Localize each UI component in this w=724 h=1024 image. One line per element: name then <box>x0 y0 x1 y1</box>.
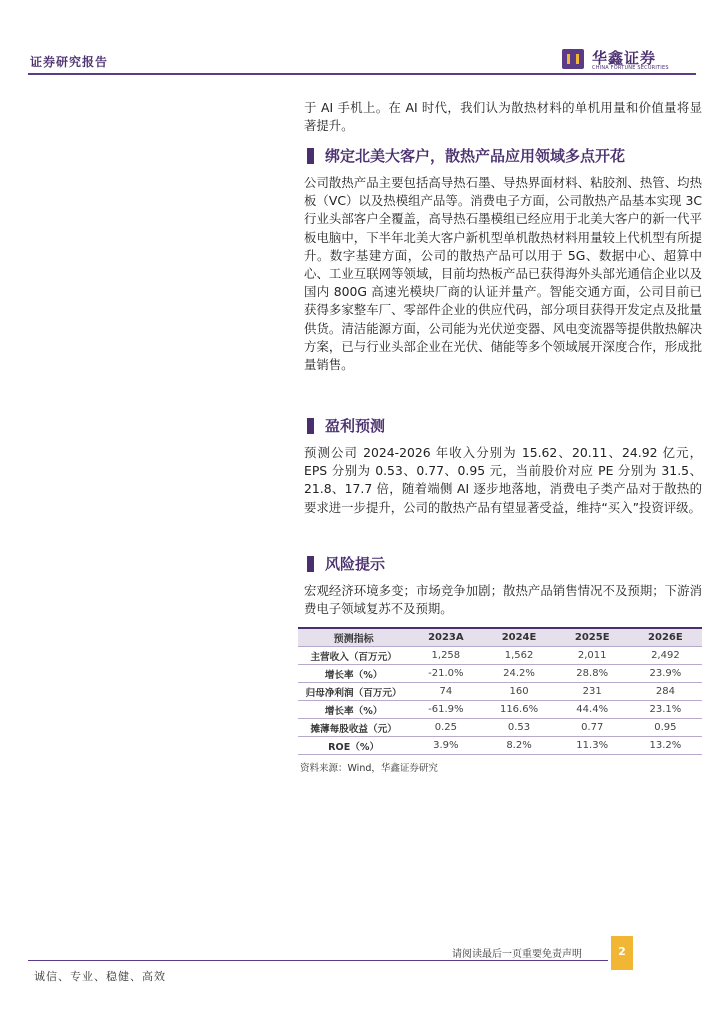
section-title: 风险提示 <box>325 555 386 573</box>
table-cell: 0.77 <box>556 719 629 737</box>
table-cell: 13.2% <box>629 737 702 755</box>
header-divider <box>28 73 696 75</box>
row-label: ROE（%） <box>298 737 409 755</box>
risk-block <box>304 582 702 618</box>
section-title: 盈利预测 <box>325 417 386 435</box>
footer-divider <box>28 960 608 961</box>
table-cell: 23.9% <box>629 665 702 683</box>
table-cell: 23.1% <box>629 701 702 719</box>
table-header-cell: 2026E <box>629 628 702 647</box>
logo-name-cn: 华鑫证券 <box>592 49 657 67</box>
table-cell: -21.0% <box>409 665 482 683</box>
section-heading-customers <box>304 145 702 167</box>
row-label: 摊薄每股收益（元） <box>298 719 409 737</box>
page-number: 2 <box>618 945 626 958</box>
table-header-cell: 预测指标 <box>298 628 409 647</box>
intro-block <box>304 99 702 135</box>
table-cell: 1,562 <box>482 647 555 665</box>
logo-mark-icon <box>562 49 584 69</box>
table-header-row <box>298 628 702 647</box>
row-label: 主营收入（百万元） <box>298 647 409 665</box>
report-type-label: 证券研究报告 <box>30 55 109 69</box>
table-cell: 1,258 <box>409 647 482 665</box>
section-marker-icon <box>307 418 314 434</box>
table-cell: 3.9% <box>409 737 482 755</box>
table-cell: 0.53 <box>482 719 555 737</box>
table-cell: 284 <box>629 683 702 701</box>
table-cell: 24.2% <box>482 665 555 683</box>
table-row <box>298 701 702 719</box>
table-cell: 28.8% <box>556 665 629 683</box>
table-cell: 0.25 <box>409 719 482 737</box>
table-header-cell: 2024E <box>482 628 555 647</box>
row-label: 增长率（%） <box>298 665 409 683</box>
table-cell: 116.6% <box>482 701 555 719</box>
table-row <box>298 647 702 665</box>
table-cell: 2,011 <box>556 647 629 665</box>
risk-paragraph: 宏观经济环境多变；市场竞争加剧；散热产品销售情况不及预期；下游消费电子领域复苏不及预期。 <box>304 583 702 617</box>
table-cell: 44.4% <box>556 701 629 719</box>
table-cell: 8.2% <box>482 737 555 755</box>
table-row <box>298 683 702 701</box>
section-heading-risk <box>304 553 702 575</box>
table-header-cell: 2025E <box>556 628 629 647</box>
logo-name-en: CHINA FORTUNE SECURITIES <box>592 65 669 71</box>
customers-block <box>304 174 702 374</box>
disclaimer-note: 请阅读最后一页重要免责声明 <box>452 949 582 960</box>
table-cell: 11.3% <box>556 737 629 755</box>
section-marker-icon <box>307 148 314 164</box>
row-label: 归母净利润（百万元） <box>298 683 409 701</box>
company-logo <box>562 47 702 73</box>
table-cell: 74 <box>409 683 482 701</box>
table-source-note: 资料来源：Wind，华鑫证券研究 <box>300 763 438 774</box>
table-row <box>298 719 702 737</box>
forecast-block <box>304 444 702 517</box>
forecast-table <box>298 627 702 755</box>
table-cell: -61.9% <box>409 701 482 719</box>
table-cell: 160 <box>482 683 555 701</box>
forecast-paragraph: 预测公司 2024-2026 年收入分别为 15.62、20.11、24.92 亿元，EPS 分别为 0.53、0.77、0.95 元，当前股价对应 PE 分别为 31.5、21.8、17.7 倍，随着端侧 AI 逐步地落地，消费电子类产品对于散热的要求进一步提升，公司的散热产品有望显著受益，维持“买入”投资评级。 <box>304 445 702 515</box>
table-cell: 231 <box>556 683 629 701</box>
customers-paragraph: 公司散热产品主要包括高导热石墨、导热界面材料、粘胶剂、热管、均热板（VC）以及热模组产品等。消费电子方面，公司散热产品基本实现 3C 行业头部客户全覆盖，高导热石墨模组已经应用于北美大客户的新一代平板电脑中，下半年北美大客户新机型单机散热材料用量较上代机型有所提升。数字基建方面，公司的散热产品可以用于 5G、数据中心、超算中心、工业互联网等领域，目前均热板产品已获得海外头部光通信企业以及国内 800G 高速光模块厂商的认证并量产。智能交通方面，公司目前已获得多家整车厂、零部件企业的供应代码，部分项目获得开发定点及批量供货。清洁能源方面，公司能为光伏逆变器、风电变流器等提供散热解决方案，已与行业头部企业在光伏、储能等多个领域展开深度合作，形成批量销售。 <box>304 175 702 373</box>
table-row <box>298 665 702 683</box>
table-cell: 2,492 <box>629 647 702 665</box>
intro-paragraph: 于 AI 手机上。在 AI 时代，我们认为散热材料的单机用量和价值量将显著提升。 <box>304 100 702 134</box>
section-marker-icon <box>307 556 314 572</box>
section-heading-forecast <box>304 415 702 437</box>
footer-motto: 诚信、专业、稳健、高效 <box>34 970 166 983</box>
section-title: 绑定北美大客户，散热产品应用领域多点开花 <box>325 147 626 165</box>
table-header-cell: 2023A <box>409 628 482 647</box>
table-cell: 0.95 <box>629 719 702 737</box>
row-label: 增长率（%） <box>298 701 409 719</box>
table-row <box>298 737 702 755</box>
